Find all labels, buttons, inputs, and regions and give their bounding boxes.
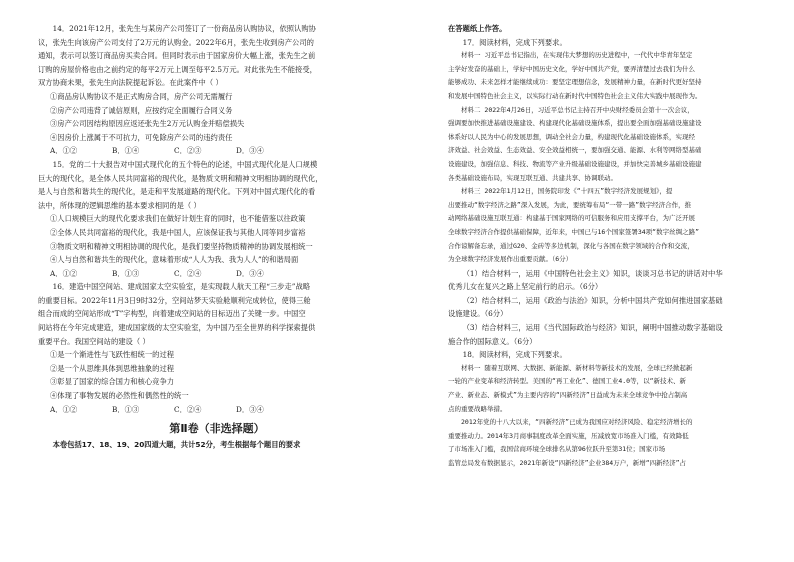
material-line: 和发展中国特色社会主义，以实际行动在新时代中国特色社会主义伟大实践中展现作为。 <box>448 91 702 100</box>
material-line: 一轮的产业变革和经济转型。美国的“再工业化”、德国工业4.0等，以“新技术、新 <box>448 377 686 386</box>
q16-option: ②是一个从思维具体到思维抽象的过程 <box>50 363 175 373</box>
q16-line: 重要平台。我国空间站的建设（ ） <box>38 336 150 346</box>
material-line: 了市场准入门槛，我国营商环境全球排名从第96位跃升至第31位；国家市场 <box>448 445 666 454</box>
material-line: 主学好发奋的基础上，学好中国历史文化，学好中国共产党，要弄清楚过去我们为什么 <box>448 64 695 73</box>
subquestion-line: 设施建设。（6分） <box>448 309 508 319</box>
material-5 <box>448 416 794 470</box>
material-line: 出要推动“数字经济之路”深入发展，为此，要统筹布局“一带一路”数字经济合作，推 <box>448 200 692 209</box>
answer-choice: A．①② <box>50 146 78 156</box>
q14-line: 双方协商未果，张先生向法院提起诉讼。在此案件中（ ） <box>38 78 223 88</box>
material-line: 材料一 习近平总书记指出，在实现伟大梦想的历史进程中，一代代中华青年坚定 <box>461 51 693 60</box>
section-title: 第Ⅱ卷（非选择题） <box>169 422 265 436</box>
q14-line: 通知，表示可以签订商品房买卖合同。但同时表示由于国家房价大幅上涨，张先生之前 <box>38 51 316 61</box>
material-line: 产业、新业态、新模式”为主要内容的“四新经济”日益成为未来全球竞争中抢占制高 <box>448 391 688 400</box>
material-line: 重要推动力。2014年3月商事制度改革全面实施，压减放宽市场准入门槛，有效降低 <box>448 431 689 440</box>
q14-answers <box>38 144 396 158</box>
material-line: 点的重要战略举措。 <box>448 404 507 413</box>
q15-option: ①人口规模巨大的现代化要求我们在做好计划生育的同时，也不能借鉴以往政策 <box>50 214 306 224</box>
q15-option: ②全体人民共同富裕的现代化，我是中国人，应该保证我与其他人同等同步富裕 <box>50 227 306 237</box>
subquestion-line: 施合作的国际意义。（6分） <box>448 336 537 346</box>
q15-line: 15．党的二十大报告对中国式现代化的五个特色的论述，中国式现代化是人口规模 <box>52 159 318 169</box>
answer-choice: B．①③ <box>112 268 140 278</box>
q16-line: 16．建造中国空间站、建成国家太空实验室，是实现载人航天工程“三步走”战略 <box>52 282 311 292</box>
material-4 <box>448 362 794 416</box>
material-line: 材料一 随着互联网、大数据、新能源、新材料等新技术的发展，全球已经掀起新 <box>461 363 693 372</box>
material-line: 体系好以人民为中心的发展思想，调动全社会力量，构建现代化基础设施体系，实现经 <box>448 132 695 141</box>
answer-choice: C．②④ <box>174 404 202 414</box>
material-line: 材料二 2022年4月26日，习近平总书记主持召开中央财经委员会第十一次会议， <box>461 105 694 114</box>
material-line: 济效益、社会效益、生态效益、安全效益相统一，要加强交通、能源、水利等网络型基础 <box>448 146 702 155</box>
answer-choice: A．①② <box>50 268 78 278</box>
q15-line: 是人与自然和谐共生的现代化，是走和平发展道路的现代化。下列对中国式现代化的看 <box>38 187 316 197</box>
q15-option: ③物质文明和精神文明相协调的现代化，是我们要坚持物质精神的协调发展相统一 <box>50 241 313 251</box>
answer-choice: C．②③ <box>174 146 202 156</box>
answer-choice: B．①③ <box>112 404 140 414</box>
q16-option: ③彰显了国家的综合国力和核心竞争力 <box>50 377 175 387</box>
q14-line: 14．2021年12月，张先生与某房产公司签订了一份商品房认购协议，依照认购协 <box>52 24 316 33</box>
continuation-text: 在答题纸上作答。 <box>448 24 507 33</box>
question-14 <box>38 22 396 158</box>
material-2 <box>448 104 794 186</box>
material-line: 动网络基础设施互联互通：构建基于国家网络的可信服务和应用支撑平台，为广泛开展 <box>448 214 695 223</box>
question-15 <box>38 158 396 280</box>
section-note: 本卷包括17、18、19、20四道大题，共计52分，考生根据每个题目的要求 <box>52 440 301 450</box>
subquestion-line: （2）结合材料二，运用《政治与法治》知识，分析中国共产党如何推进国家基础 <box>462 295 723 305</box>
material-line: 强调要加快推进基础设施建设、构建现代化基础设施体系，提出要全面加强基础设施建设 <box>448 119 702 128</box>
question-16 <box>38 280 396 416</box>
subquestion-line: （1）结合材料一，运用《中国特色社会主义》知识，谈谈习总书记的讲话对中华 <box>462 268 723 278</box>
material-line: 各类基础设施布局，实现互联互通、共建共享、协调联动。 <box>448 173 617 182</box>
material-line: 为全球数字经济发展作出重要贡献。（6分） <box>448 255 573 264</box>
q15-line: 巨大的现代化，是全体人民共同富裕的现代化，是物质文明和精神文明相协调的现代化， <box>38 173 323 183</box>
q16-line: 间站将在今年完成建造，建成国家级的太空实验室，为中国乃至全世界的科学探索提供 <box>38 323 316 333</box>
material-1 <box>448 49 794 103</box>
q14-option: ④因房价上涨属于不可抗力，可免除房产公司的违约责任 <box>50 132 233 142</box>
q16-answers <box>38 403 396 417</box>
material-3 <box>448 185 794 267</box>
material-line: 能够成功、未来怎样才能继续成功：要坚定理想信念，发展精神力量，在新时代更好坚持 <box>448 78 702 87</box>
material-line: 监管总局发布数据显示，2021年新设“四新经济”企业384万户，新增“四新经济”占 <box>448 459 687 467</box>
q15-line: 法中，所体现的逻辑思维的基本要求相同的是（ ） <box>38 200 201 210</box>
q16-option: ④体现了事物发展的必然性和偶然性的统一 <box>50 391 189 401</box>
q14-option: ①商品房认购协议不是正式购房合同，房产公司无需履行 <box>50 91 233 101</box>
q15-option: ④人与自然和谐共生的现代化，意味着形成“人人为我、我为人人”的和谐局面 <box>50 255 299 265</box>
q14-line: 议，张先生向该房产公司支付了2万元的认购金。2022年6月，张先生收到房产公司的 <box>38 37 314 47</box>
answer-choice: D．③④ <box>236 268 264 278</box>
q18-heading: 18．阅读材料，完成下列要求。 <box>462 350 567 360</box>
answer-choice: C．②④ <box>174 268 202 278</box>
left-column <box>38 22 396 452</box>
material-line: 全球数字经济合作提供基础保障，近年来，中国已与16个国家签署34项“数字丝绸之路” <box>448 227 699 236</box>
material-line: 2012年党的十八大以来，“四新经济”已成为我国应对经济风险、稳定经济增长的 <box>461 418 693 427</box>
q14-line: 订购的房屋价格也由之前约定的每平2万元上调至每平2.5万元。对此张先生不能接受， <box>38 64 317 74</box>
q17-heading: 17．阅读材料，完成下列要求。 <box>462 37 567 47</box>
answer-choice: D．③④ <box>236 404 264 414</box>
subquestion-line: （3）结合材料三，运用《当代国际政治与经济》知识，阐明中国推动数字基础设 <box>462 323 723 333</box>
material-line: 设施建设，加强信息、科技、物流等产业升级基础设施建设，并加快完善城乡基础设施建 <box>448 159 702 168</box>
answer-choice: D．③④ <box>236 146 264 156</box>
q15-answers <box>38 267 396 281</box>
material-line: 材料三 2022年1月12日，国务院印发《“十四五”数字经济发展规划》，提 <box>461 187 673 196</box>
answer-choice: B．①④ <box>112 146 140 156</box>
right-column <box>448 22 794 471</box>
q14-option: ③房产公司因结构原因应返还张先生2万元认购金并赔偿损失 <box>50 119 245 129</box>
q16-line: 组合而成的空间站形成“T”字构型，向着建成空间站的目标迈出了关键一步。中国空 <box>38 309 306 319</box>
subquestion-line: 优秀儿女在复兴之路上坚定前行的启示。（6分） <box>448 282 603 292</box>
answer-choice: A．①② <box>50 404 78 414</box>
q16-line: 的重要目标。2022年11月3日9时32分，空间站梦天实验舱顺利完成转位，使得三舱 <box>38 295 311 305</box>
q17-subquestions <box>448 267 794 349</box>
q16-option: ①是一个渐进性与飞跃性相统一的过程 <box>50 350 175 360</box>
material-line: 合作谅解备忘录，通过G20、金砖等多边机制，深化与各国在数字领域的合作和交流， <box>448 241 694 250</box>
q14-option: ②房产公司违背了诚信原则，应按约定全面履行合同义务 <box>50 105 233 115</box>
